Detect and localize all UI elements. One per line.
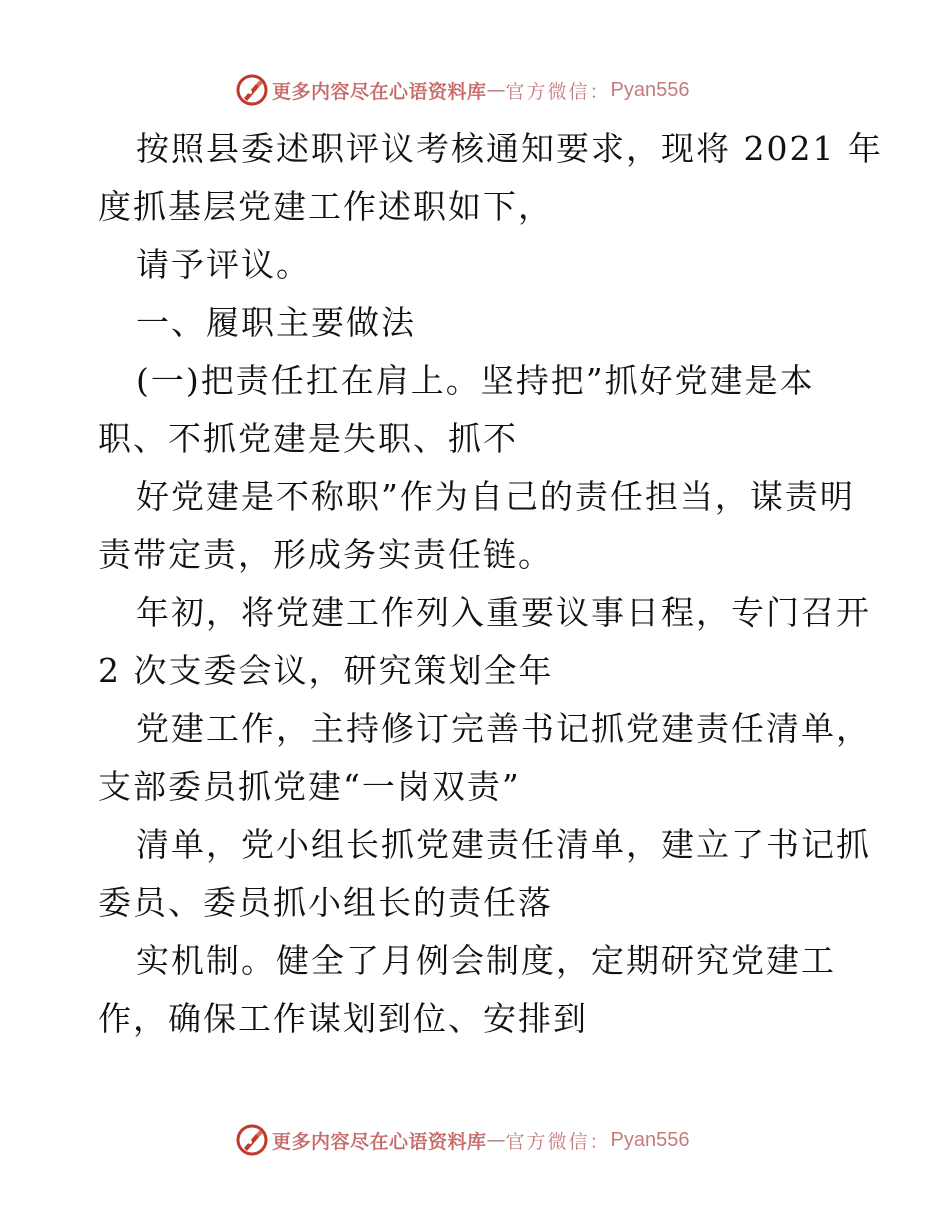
text-line: 职、不抓党建是失职、抓不 [98, 419, 518, 458]
header-watermark [236, 72, 690, 108]
text-line: 清单，党小组长抓党建责任清单，建立了书记抓 [136, 825, 871, 864]
watermark-separator: — [486, 1129, 506, 1151]
text-line: 年初，将党建工作列入重要议事日程，专门召开 [136, 593, 871, 632]
watermark-main-text: 更多内容尽在心语资料库 [272, 1130, 487, 1153]
watermark-main-text: 更多内容尽在心语资料库 [272, 80, 487, 103]
text-line: 一、履职主要做法 [136, 303, 416, 342]
text-line: 委员、委员抓小组长的责任落 [98, 883, 553, 922]
text-line: 好党建是不称职”作为自己的责任担当，谋责明 [136, 477, 855, 516]
watermark-contact-label: 官方微信： [505, 1130, 611, 1153]
text-line: 请予评议。 [136, 245, 311, 284]
text-line: (一)把责任扛在肩上。坚持把”抓好党建是本 [136, 361, 815, 400]
text-line: 责带定责，形成务实责任链。 [98, 535, 553, 574]
watermark-wechat-id: Pyan556 [610, 1128, 690, 1151]
watermark-wechat-id: Pyan556 [610, 78, 690, 101]
pen-logo-icon [236, 74, 268, 106]
watermark-separator: — [486, 79, 506, 101]
footer-watermark [236, 1122, 690, 1158]
text-line: 党建工作，主持修订完善书记抓党建责任清单， [136, 709, 871, 748]
pen-logo-icon [236, 1124, 268, 1156]
watermark-contact-label: 官方微信： [505, 80, 611, 103]
text-line: 按照县委述职评议考核通知要求，现将 2021 年 [136, 129, 883, 168]
text-line: 度抓基层党建工作述职如下， [98, 187, 553, 226]
document-body [98, 120, 883, 1048]
text-line: 支部委员抓党建“一岗双责” [98, 767, 521, 806]
text-line: 作，确保工作谋划到位、安排到 [98, 999, 588, 1038]
text-line: 2 次支委会议，研究策划全年 [98, 651, 554, 690]
text-line: 实机制。健全了月例会制度，定期研究党建工 [136, 941, 836, 980]
